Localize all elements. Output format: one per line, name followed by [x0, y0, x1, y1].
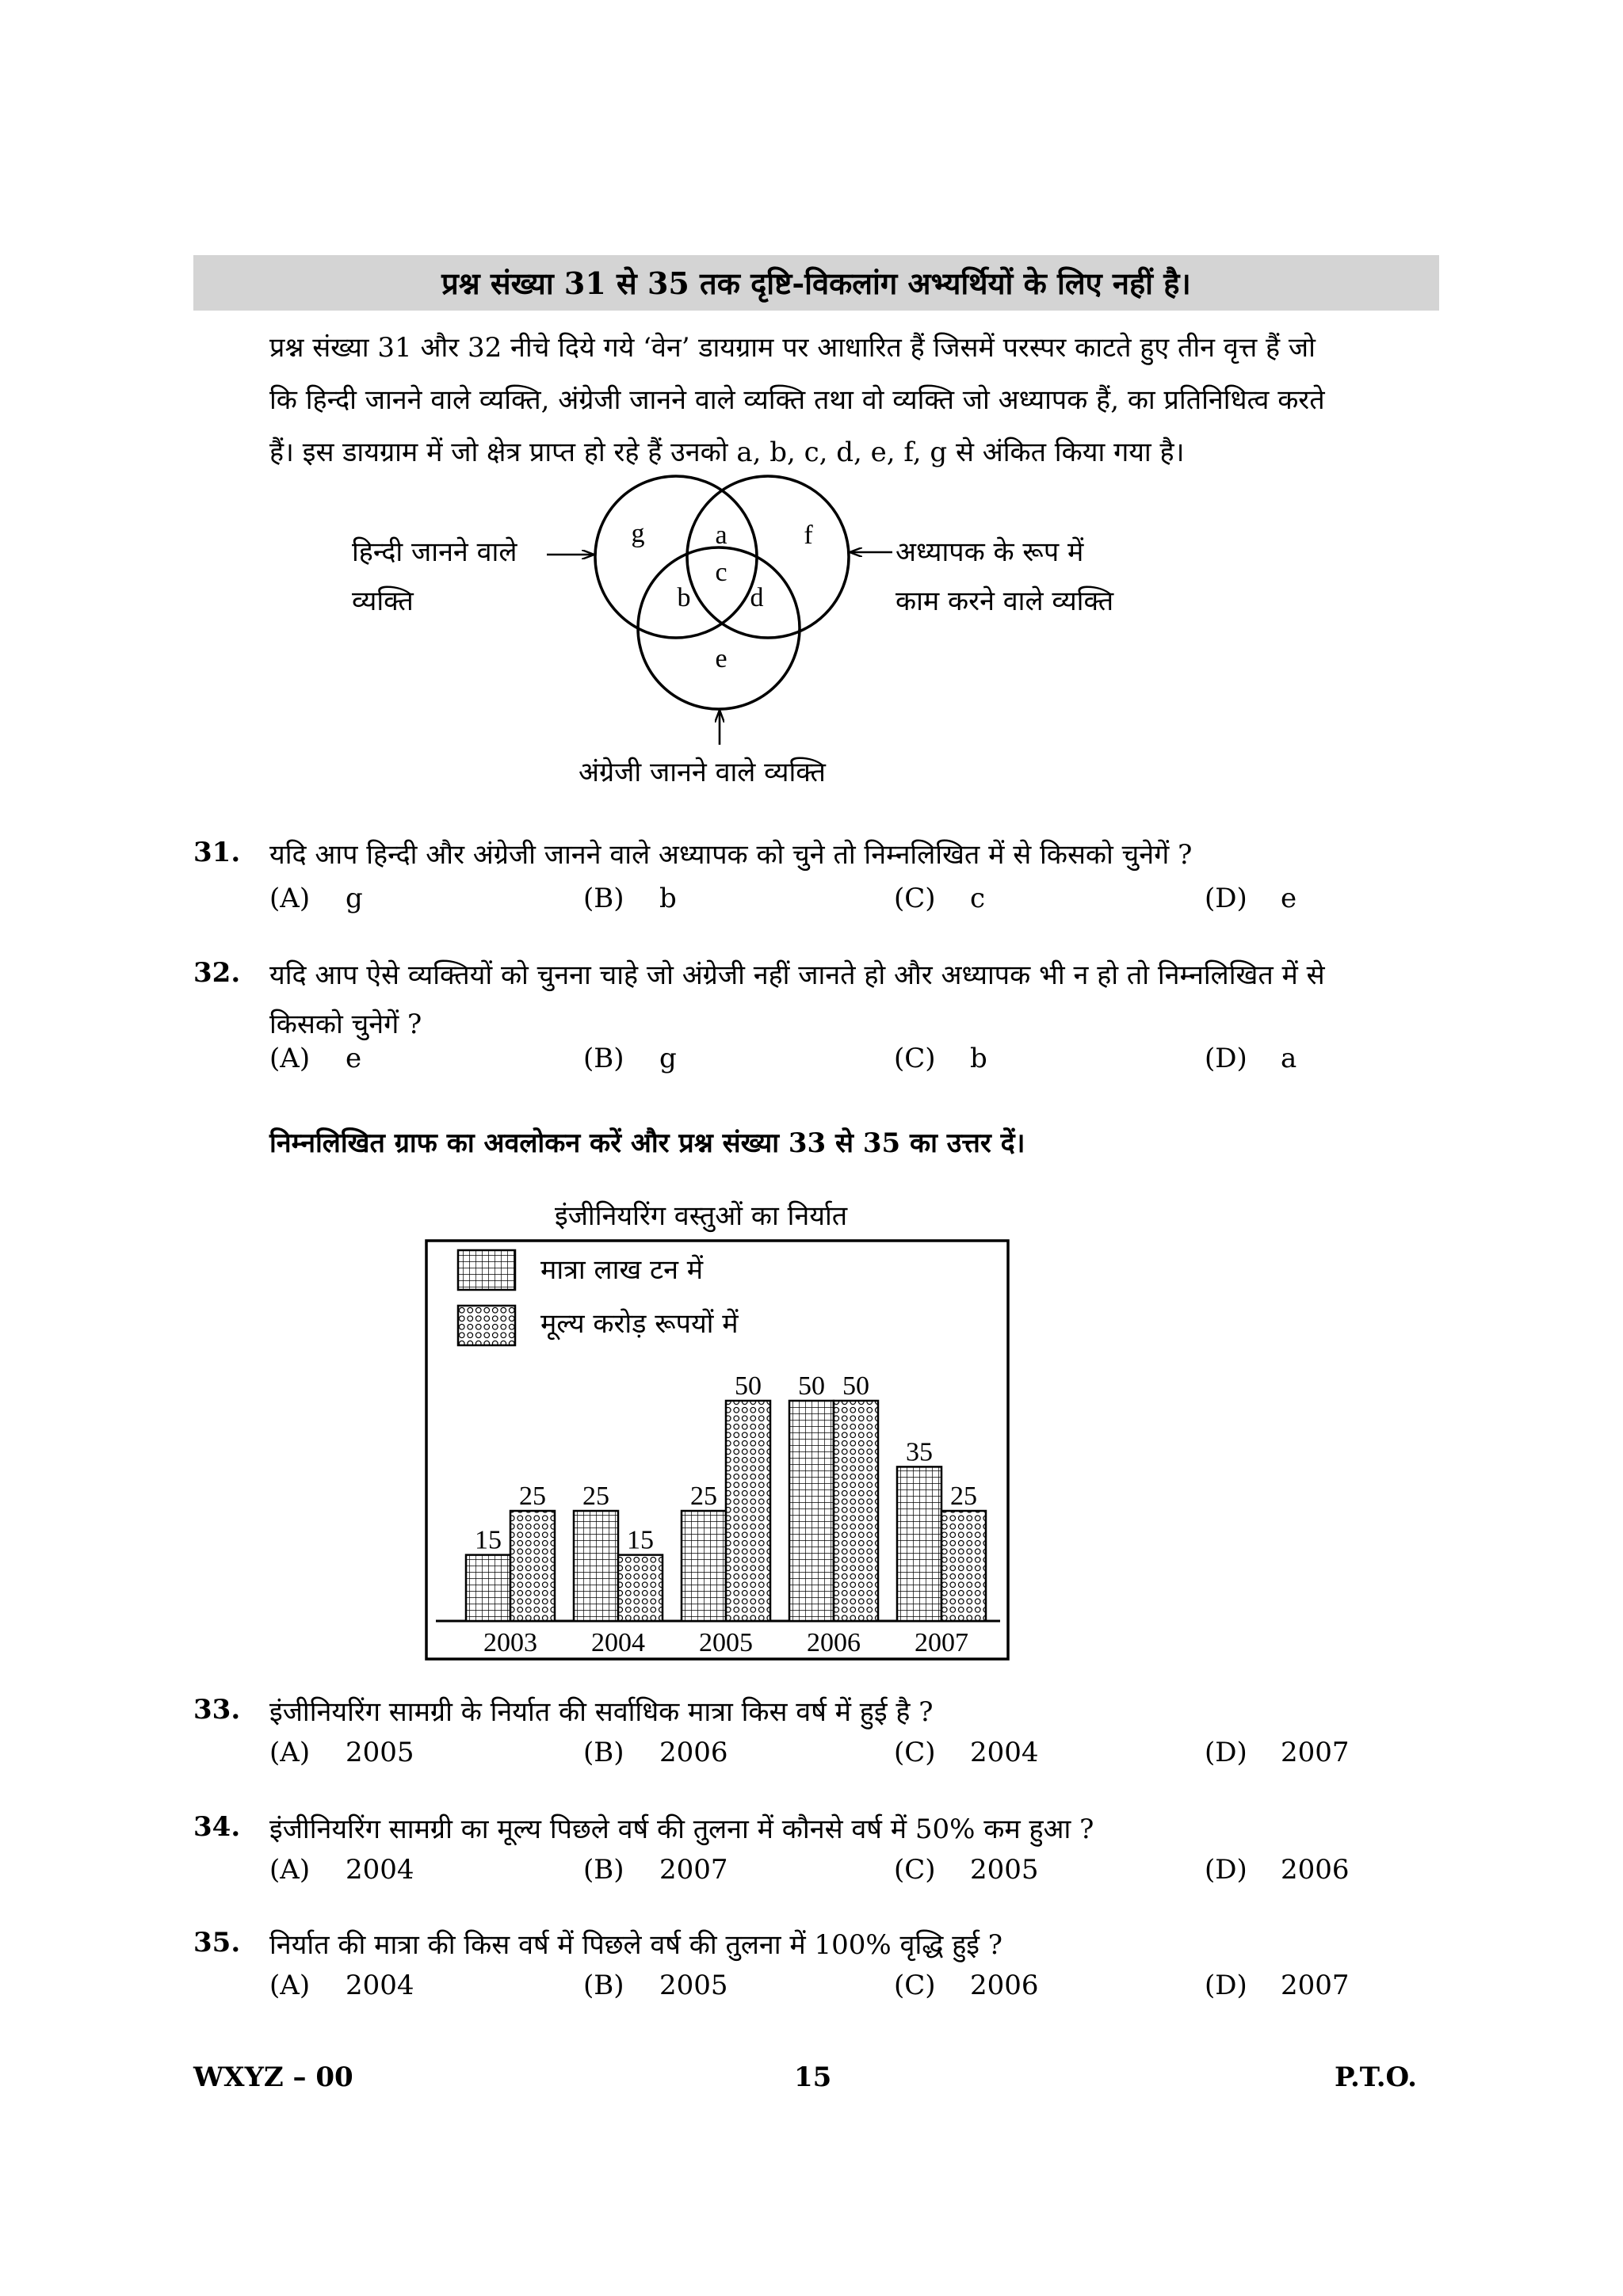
paper-code: WXYZ – 00 — [193, 2061, 353, 2093]
options-row — [269, 1854, 1458, 1901]
bar-data-label: 50 — [842, 1371, 869, 1401]
option-letter: (C) — [894, 1043, 936, 1074]
bar-value-2003 — [510, 1511, 555, 1621]
question-number: 35. — [193, 1927, 241, 1958]
option-value: b — [659, 883, 677, 914]
option-value: b — [970, 1043, 987, 1074]
region-c: c — [715, 558, 727, 587]
region-b: b — [677, 583, 691, 612]
question-text — [269, 1920, 1458, 1970]
page-number: 15 — [794, 2061, 832, 2093]
question-number: 31. — [193, 837, 241, 868]
legend-label: मात्रा लाख टन में — [540, 1254, 704, 1286]
option-letter: (A) — [269, 1970, 311, 2001]
question-number: 32. — [193, 957, 241, 989]
option-letter: (D) — [1205, 1043, 1247, 1074]
option-letter: (B) — [583, 1970, 624, 2001]
option-letter: (D) — [1205, 1737, 1247, 1768]
venn-left-label-line: व्यक्ति — [352, 585, 414, 617]
option-value: g — [659, 1043, 677, 1074]
intro-line: हैं। इस डायग्राम में जो क्षेत्र प्राप्त हो रहे हैं उनको a, b, c, d, e, f, g से अंकित किया गया है। — [269, 437, 1185, 468]
option-value: 2005 — [659, 1970, 728, 2001]
chart-title: इंजीनियरिंग वस्तुओं का निर्यात — [555, 1200, 848, 1232]
option-letter: (B) — [583, 883, 624, 914]
option-letter: (A) — [269, 1854, 311, 1886]
legend-swatch-quantity — [458, 1250, 515, 1290]
bar-data-label: 25 — [519, 1482, 546, 1511]
option-value: e — [1281, 883, 1297, 914]
option-value: 2006 — [659, 1737, 728, 1768]
bar-value-2004 — [618, 1555, 663, 1621]
options-row — [269, 1970, 1458, 2017]
question-line: निर्यात की मात्रा की किस वर्ष में पिछले वर्ष की तुलना में 100% वृद्धि हुई ? — [269, 1929, 1003, 1961]
question-number: 34. — [193, 1811, 241, 1843]
bar-data-label: 25 — [950, 1482, 977, 1511]
option-a — [269, 1970, 414, 2001]
bar-data-label: 15 — [627, 1525, 654, 1555]
x-tick-label: 2007 — [915, 1628, 968, 1657]
question-line: इंजीनियरिंग सामग्री के निर्यात की सर्वाधिक मात्रा किस वर्ष में हुई है ? — [269, 1696, 934, 1728]
bar-data-label: 35 — [906, 1437, 933, 1467]
question-text — [269, 1805, 1458, 1854]
question-number: 33. — [193, 1694, 241, 1726]
bar-quantity-2007 — [897, 1466, 941, 1621]
option-letter: (B) — [583, 1854, 624, 1886]
section-banner: प्रश्न संख्या 31 से 35 तक दृष्टि-विकलांग अभ्यर्थियों के लिए नहीं है। — [193, 255, 1439, 311]
venn-bottom-label: अंग्रेजी जानने वाले व्यक्ति — [579, 757, 826, 788]
option-value: 2007 — [1281, 1970, 1350, 2001]
question-line: यदि आप हिन्दी और अंग्रेजी जानने वाले अध्यापक को चुने तो निम्नलिखित में से किसको चुनेगें ? — [269, 839, 1193, 871]
option-letter: (D) — [1205, 1970, 1247, 2001]
region-d: d — [750, 583, 764, 612]
option-letter: (D) — [1205, 883, 1247, 914]
option-d — [1205, 1737, 1350, 1768]
options-row — [269, 1737, 1458, 1784]
option-letter: (A) — [269, 1737, 311, 1768]
option-letter: (C) — [894, 1737, 936, 1768]
question-line: किसको चुनेगें ? — [269, 1009, 422, 1040]
region-g: g — [631, 519, 645, 548]
option-letter: (B) — [583, 1043, 624, 1074]
bar-data-label: 25 — [690, 1482, 717, 1511]
venn-left-label-line: हिन्दी जानने वाले — [352, 536, 517, 568]
option-a — [269, 1737, 414, 1768]
region-a: a — [715, 521, 727, 550]
region-f: f — [804, 521, 813, 550]
option-c — [894, 1737, 1039, 1768]
venn-right-label-line: काम करने वाले व्यक्ति — [896, 585, 1114, 617]
pto-label: P.T.O. — [1335, 2061, 1417, 2093]
question-line: इंजीनियरिंग सामग्री का मूल्य पिछले वर्ष की तुलना में कौनसे वर्ष में 50% कम हुआ ? — [269, 1814, 1094, 1845]
option-letter: (A) — [269, 1043, 311, 1074]
region-e: e — [715, 644, 727, 673]
option-d — [1205, 1970, 1350, 2001]
option-value: 2005 — [346, 1737, 414, 1768]
option-value: 2004 — [970, 1737, 1039, 1768]
question-text — [269, 1688, 1458, 1737]
bar-data-label: 50 — [735, 1371, 762, 1401]
option-a — [269, 1854, 414, 1886]
option-c — [894, 1970, 1039, 2001]
bar-data-label: 50 — [798, 1371, 825, 1401]
option-value: e — [346, 1043, 362, 1074]
option-letter: (B) — [583, 1737, 624, 1768]
bar-value-2007 — [941, 1511, 986, 1621]
option-letter: (D) — [1205, 1854, 1247, 1886]
option-value: 2006 — [970, 1970, 1039, 2001]
question-line: यदि आप ऐसे व्यक्तियों को चुनना चाहे जो अंग्रेजी नहीं जानते हो और अध्यापक भी न हो तो निम्नलिखित में से — [269, 959, 1325, 991]
option-value: 2007 — [659, 1854, 728, 1886]
option-value: 2004 — [346, 1854, 414, 1886]
legend-label: मूल्य करोड़ रूपयों में — [540, 1308, 739, 1340]
bar-quantity-2004 — [574, 1511, 618, 1621]
bar-quantity-2003 — [466, 1555, 510, 1621]
graph-instruction: निम्नलिखित ग्राफ का अवलोकन करें और प्रश्न संख्या 33 से 35 का उत्तर दें। — [269, 1127, 1025, 1159]
intro-line: प्रश्न संख्या 31 और 32 नीचे दिये गये ‘वेन’ डायग्राम पर आधारित हैं जिसमें परस्पर काटते हुए तीन वृत्त हैं जो — [269, 332, 1316, 364]
x-tick-label: 2004 — [591, 1628, 645, 1657]
option-value: a — [1281, 1043, 1297, 1074]
bar-quantity-2006 — [789, 1401, 834, 1621]
option-value: g — [346, 883, 363, 914]
bar-value-2006 — [834, 1401, 878, 1621]
option-c — [894, 1854, 1039, 1886]
intro-line: कि हिन्दी जानने वाले व्यक्ति, अंग्रेजी जानने वाले व्यक्ति तथा वो व्यक्ति जो अध्यापक हैं, का प्रतिनिधित्व करते — [269, 384, 1325, 416]
option-value: 2004 — [346, 1970, 414, 2001]
option-letter: (C) — [894, 1854, 936, 1886]
option-d — [1205, 1854, 1350, 1886]
option-letter: (C) — [894, 883, 936, 914]
bar-quantity-2005 — [682, 1511, 726, 1621]
bar-value-2005 — [726, 1401, 770, 1621]
option-value: c — [970, 883, 986, 914]
x-tick-label: 2005 — [699, 1628, 753, 1657]
bar-data-label: 25 — [582, 1482, 609, 1511]
option-value: 2005 — [970, 1854, 1039, 1886]
option-b — [583, 1854, 728, 1886]
option-value: 2006 — [1281, 1854, 1350, 1886]
option-value: 2007 — [1281, 1737, 1350, 1768]
option-b — [583, 1970, 728, 2001]
bars-group — [466, 1371, 986, 1657]
option-letter: (A) — [269, 883, 311, 914]
option-b — [583, 1737, 728, 1768]
bar-data-label: 15 — [475, 1525, 502, 1555]
x-tick-label: 2003 — [483, 1628, 537, 1657]
option-letter: (C) — [894, 1970, 936, 2001]
legend-swatch-value — [458, 1306, 515, 1345]
venn-right-label-line: अध्यापक के रूप में — [896, 536, 1084, 568]
x-tick-label: 2006 — [807, 1628, 861, 1657]
